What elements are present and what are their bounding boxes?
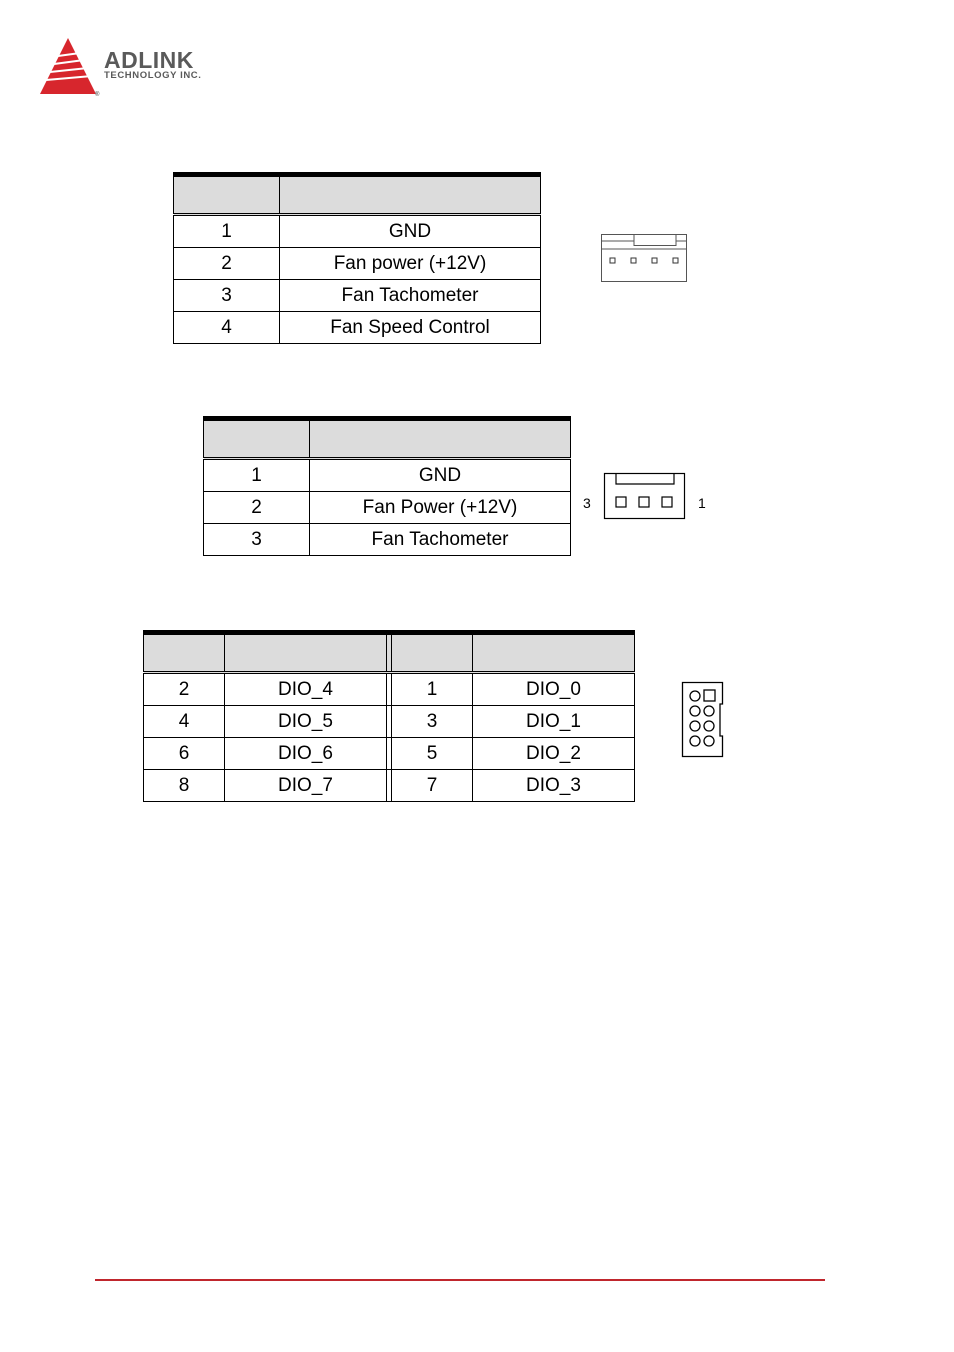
table-row xyxy=(204,524,571,556)
pin-cell: 8 xyxy=(144,770,225,802)
signal-cell: DIO_2 xyxy=(473,738,635,770)
header-signal-a xyxy=(225,633,387,673)
table-row xyxy=(144,738,635,770)
pin-cell: 4 xyxy=(174,312,280,344)
table-header-row xyxy=(174,175,541,215)
connector-pin-label-right: 1 xyxy=(698,495,706,511)
table-row xyxy=(174,312,541,344)
signal-cell: Fan Tachometer xyxy=(280,280,541,312)
signal-cell: GND xyxy=(280,215,541,248)
pin-cell: 7 xyxy=(392,770,473,802)
signal-cell: Fan Speed Control xyxy=(280,312,541,344)
signal-cell: Fan Tachometer xyxy=(310,524,571,556)
logo-tagline: TECHNOLOGY INC. xyxy=(104,70,202,81)
fan-3pin-table xyxy=(203,416,571,556)
table-row xyxy=(144,706,635,738)
pin-cell: 1 xyxy=(204,459,310,492)
pin-cell: 3 xyxy=(392,706,473,738)
table-row xyxy=(144,770,635,802)
footer-divider xyxy=(95,1279,825,1281)
pin-cell: 3 xyxy=(174,280,280,312)
table-header-row xyxy=(204,419,571,459)
table-row xyxy=(204,459,571,492)
table-row xyxy=(204,492,571,524)
connector-pin-label-left: 3 xyxy=(583,495,591,511)
header-pin-a xyxy=(144,633,225,673)
header-pin-b xyxy=(392,633,473,673)
signal-cell: GND xyxy=(310,459,571,492)
pin-cell: 4 xyxy=(144,706,225,738)
signal-cell: Fan Power (+12V) xyxy=(310,492,571,524)
signal-cell: DIO_4 xyxy=(225,673,387,706)
dio-connector-diagram xyxy=(680,680,726,760)
pin-cell: 1 xyxy=(392,673,473,706)
signal-cell: DIO_3 xyxy=(473,770,635,802)
fan-3pin-connector-diagram xyxy=(603,472,687,522)
table-header-row xyxy=(144,633,635,673)
header-signal xyxy=(310,419,571,459)
table-row xyxy=(174,215,541,248)
pin-cell: 5 xyxy=(392,738,473,770)
pin-cell: 2 xyxy=(204,492,310,524)
company-logo xyxy=(38,36,238,100)
pin-cell: 2 xyxy=(174,248,280,280)
signal-cell: DIO_5 xyxy=(225,706,387,738)
fan-4pin-connector-diagram xyxy=(600,233,690,285)
svg-text:®: ® xyxy=(95,92,100,98)
signal-cell: Fan power (+12V) xyxy=(280,248,541,280)
pin-cell: 3 xyxy=(204,524,310,556)
pin-cell: 1 xyxy=(174,215,280,248)
pin-cell: 2 xyxy=(144,673,225,706)
adlink-triangle-icon xyxy=(38,36,100,98)
logo-name: ADLINK xyxy=(104,47,194,73)
table-row xyxy=(174,280,541,312)
header-signal-b xyxy=(473,633,635,673)
signal-cell: DIO_1 xyxy=(473,706,635,738)
dio-table xyxy=(143,630,635,802)
header-signal xyxy=(280,175,541,215)
table-row xyxy=(174,248,541,280)
pin-cell: 6 xyxy=(144,738,225,770)
header-pin xyxy=(174,175,280,215)
signal-cell: DIO_6 xyxy=(225,738,387,770)
header-pin xyxy=(204,419,310,459)
table-row xyxy=(144,673,635,706)
fan-4pin-table xyxy=(173,172,541,344)
signal-cell: DIO_7 xyxy=(225,770,387,802)
signal-cell: DIO_0 xyxy=(473,673,635,706)
